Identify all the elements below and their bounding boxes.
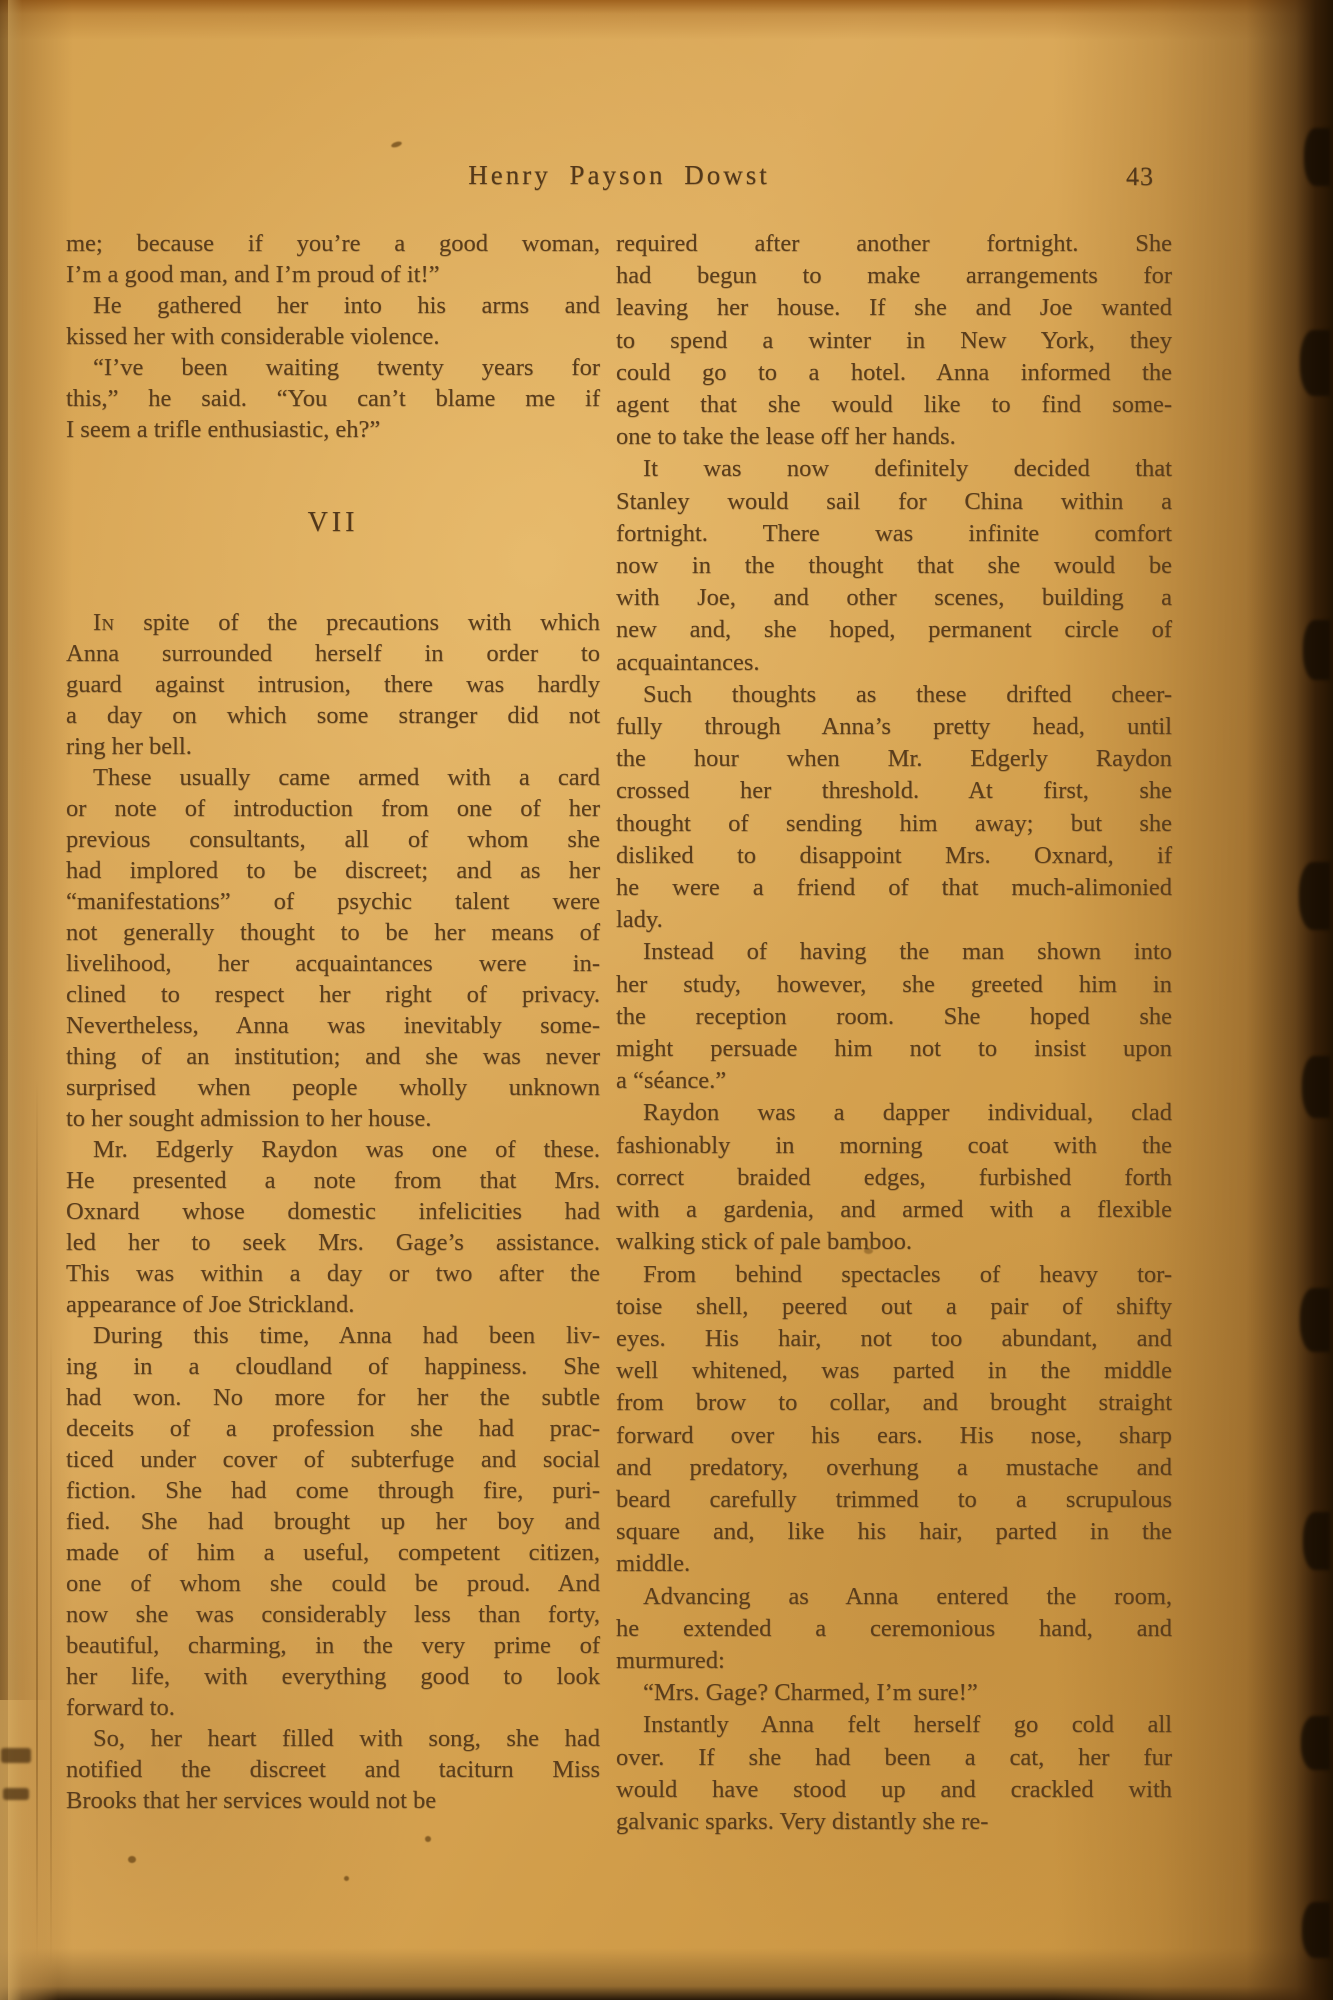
text-line: Instead of having the man shown into [643,938,1172,966]
paper-stain [344,1876,349,1881]
text-line: He presented a note from that Mrs. [66,1167,600,1194]
text-line: Mr. Edgerly Raydon was one of these. [93,1136,600,1163]
text-line: had won. No more for her the subtle [66,1384,600,1411]
text-line: this,” he said. “You can’t blame me if [66,385,600,412]
text-column-right [616,228,1172,1838]
page-edge-blot [1302,1902,1330,1958]
text-line: I’m a good man, and I’m proud of it!” [66,261,440,288]
text-line: agent that she would like to find some- [616,391,1172,419]
text-line: correct braided edges, furbished forth [616,1163,1172,1191]
text-line: to spend a winter in New York, they [616,326,1172,354]
text-line: Brooks that her services would not be [66,1787,437,1814]
binding-crease [50,1330,52,1970]
text-line: square and, like his hair, parted in the [616,1518,1172,1546]
text-line: fully through Anna’s pretty head, until [616,713,1172,741]
small-caps-lead: In [93,609,115,636]
text-line: deceits of a profession she had prac- [66,1415,600,1442]
text-line: now in the thought that she would be [616,552,1172,580]
text-line: thought of sending him away; but she [616,809,1172,837]
text-line: over. If she had been a cat, her fur [616,1743,1172,1771]
text-line: galvanic sparks. Very distantly she re- [616,1807,989,1835]
text-line: “manifestations” of psychic talent were [66,888,600,915]
text-line: Anna surrounded herself in order to [66,640,600,667]
text-line: I seem a trifle enthusiastic, eh?” [66,416,381,443]
text-line: fortnight. There was infinite comfort [616,519,1172,547]
text-line: or note of introduction from one of her [66,795,600,822]
page-number: 43 [1126,162,1154,191]
text-line: acquaintances. [616,648,760,676]
text-line: surprised when people wholly unknown [66,1074,600,1101]
page-edge-blot [1303,620,1330,680]
text-line: from brow to collar, and brought straight [616,1389,1172,1417]
text-line: Raydon was a dapper individual, clad [643,1099,1172,1127]
text-line: her study, however, she greeted him in [616,970,1172,998]
text-line: This was within a day or two after the [66,1260,600,1287]
text-line: Such thoughts as these drifted cheer- [643,680,1172,708]
text-line: ing in a cloudland of happiness. She [66,1353,600,1380]
text-line: might persuade him not to insist upon [616,1035,1172,1063]
text-line: required after another fortnight. She [616,230,1172,257]
page-edge-blot [1302,1056,1330,1118]
text-line: “I’ve been waiting twenty years for [93,354,600,381]
text-line: the hour when Mr. Edgerly Raydon [616,745,1172,773]
text-line: Advancing as Anna entered the room, [643,1582,1172,1610]
text-line: leaving her house. If she and Joe wanted [616,294,1172,322]
text-line: walking stick of pale bamboo. [616,1228,912,1256]
text-line: livelihood, her acquaintances were in- [66,950,600,977]
text-line: appearance of Joe Strickland. [66,1291,355,1318]
text-line: he were a friend of that much-alimonied [616,874,1172,902]
text-line: From behind spectacles of heavy tor- [643,1260,1172,1288]
paper-stain [425,1836,431,1842]
text-line: notified the discreet and taciturn Miss [66,1756,600,1783]
text-line: ticed under cover of subterfuge and social [66,1446,600,1473]
text-line: well whitened, was parted in the middle [616,1357,1172,1385]
text-line: Oxnard whose domestic infelicities had [66,1198,600,1225]
paper-stain [128,1856,136,1863]
text-line: with a gardenia, and armed with a flexible [616,1196,1172,1224]
margin-mark [1,1748,31,1763]
text-line: fiction. She had come through fire, puri- [66,1477,600,1504]
text-line: middle. [616,1550,691,1578]
text-line: “Mrs. Gage? Charmed, I’m sure!” [643,1679,978,1707]
text-line: ring her bell. [66,733,192,760]
page-edge-blot [1299,862,1330,930]
text-line: murmured: [616,1646,725,1674]
text-line: These usually came armed with a card [93,764,600,791]
text-line: had begun to make arrangements for [616,262,1172,290]
binding-edge-highlight [8,0,22,2000]
text-line: would have stood up and crackled with [616,1775,1172,1803]
text-line: crossed her threshold. At first, she [616,777,1172,805]
text-line: fashionably in morning coat with the [616,1131,1172,1159]
page-edge-blot [1303,1512,1330,1570]
page-edge-blot [1301,1716,1330,1770]
text-line: eyes. His hair, not too abundant, and [616,1324,1172,1352]
bottom-left-corner-page-edge [0,1700,58,2000]
binding-crease [36,1080,38,1960]
text-line: It was now definitely decided that [643,455,1172,483]
text-line: toise shell, peered out a pair of shifty [616,1292,1172,1320]
running-header-author: Henry Payson Dowst [468,160,770,190]
text-line: a day on which some stranger did not [66,702,600,729]
section-heading: VII [307,507,359,538]
text-line: could go to a hotel. Anna informed the [616,358,1172,386]
text-line: her life, with everything good to look [66,1663,600,1690]
text-line: to her sought admission to her house. [66,1105,432,1132]
text-line: clined to respect her right of privacy. [66,981,600,1008]
text-line: the reception room. She hoped she [616,1002,1172,1030]
text-line: guard against intrusion, there was hardly [66,671,600,698]
text-line: new and, she hoped, permanent circle of [616,616,1172,644]
text-line: me; because if you’re a good woman, [66,230,600,257]
text-line: made of him a useful, competent citizen, [66,1539,600,1566]
text-line: and predatory, overhung a mustache and [616,1453,1172,1481]
text-line: disliked to disappoint Mrs. Oxnard, if [616,841,1172,869]
text-line: He gathered her into his arms and [93,292,600,319]
text-line: Nevertheless, Anna was inevitably some- [66,1012,600,1039]
text-line: with Joe, and other scenes, building a [616,584,1172,612]
paper-stain [390,140,402,148]
text-line: In spite of the precautions with which [93,609,600,636]
text-line: previous consultants, all of whom she [66,826,600,853]
text-column-left [66,228,600,1816]
text-line: led her to seek Mrs. Gage’s assistance. [66,1229,600,1256]
text-line: So, her heart filled with song, she had [93,1725,600,1752]
text-line: kissed her with considerable violence. [66,323,440,350]
page-edge-blot [1304,128,1330,186]
text-line: lady. [616,906,663,934]
text-line: Instantly Anna felt herself go cold all [643,1711,1172,1739]
text-line: had implored to be discreet; and as her [66,857,600,884]
text-line: one to take the lease off her hands. [616,423,956,451]
text-line: During this time, Anna had been liv- [93,1322,600,1349]
text-line: beard carefully trimmed to a scrupulous [616,1485,1172,1513]
text-line: Stanley would sail for China within a [616,487,1172,515]
text-line: fied. She had brought up her boy and [66,1508,600,1535]
text-line: thing of an institution; and she was never [66,1043,600,1070]
margin-mark [3,1788,29,1800]
text-line: he extended a ceremonious hand, and [616,1614,1172,1642]
text-line: forward over his ears. His nose, sharp [616,1421,1172,1449]
text-line: one of whom she could be proud. And [66,1570,600,1597]
text-line: beautiful, charming, in the very prime of [66,1632,600,1659]
running-header [66,160,1172,191]
text-line: not generally thought to be her means of [66,919,600,946]
text-line: a “séance.” [616,1067,727,1095]
text-line: now she was considerably less than forty, [66,1601,600,1628]
page-edge-blot [1300,1288,1330,1352]
page-edge-blot [1300,330,1330,396]
text-line: forward to. [66,1694,175,1721]
